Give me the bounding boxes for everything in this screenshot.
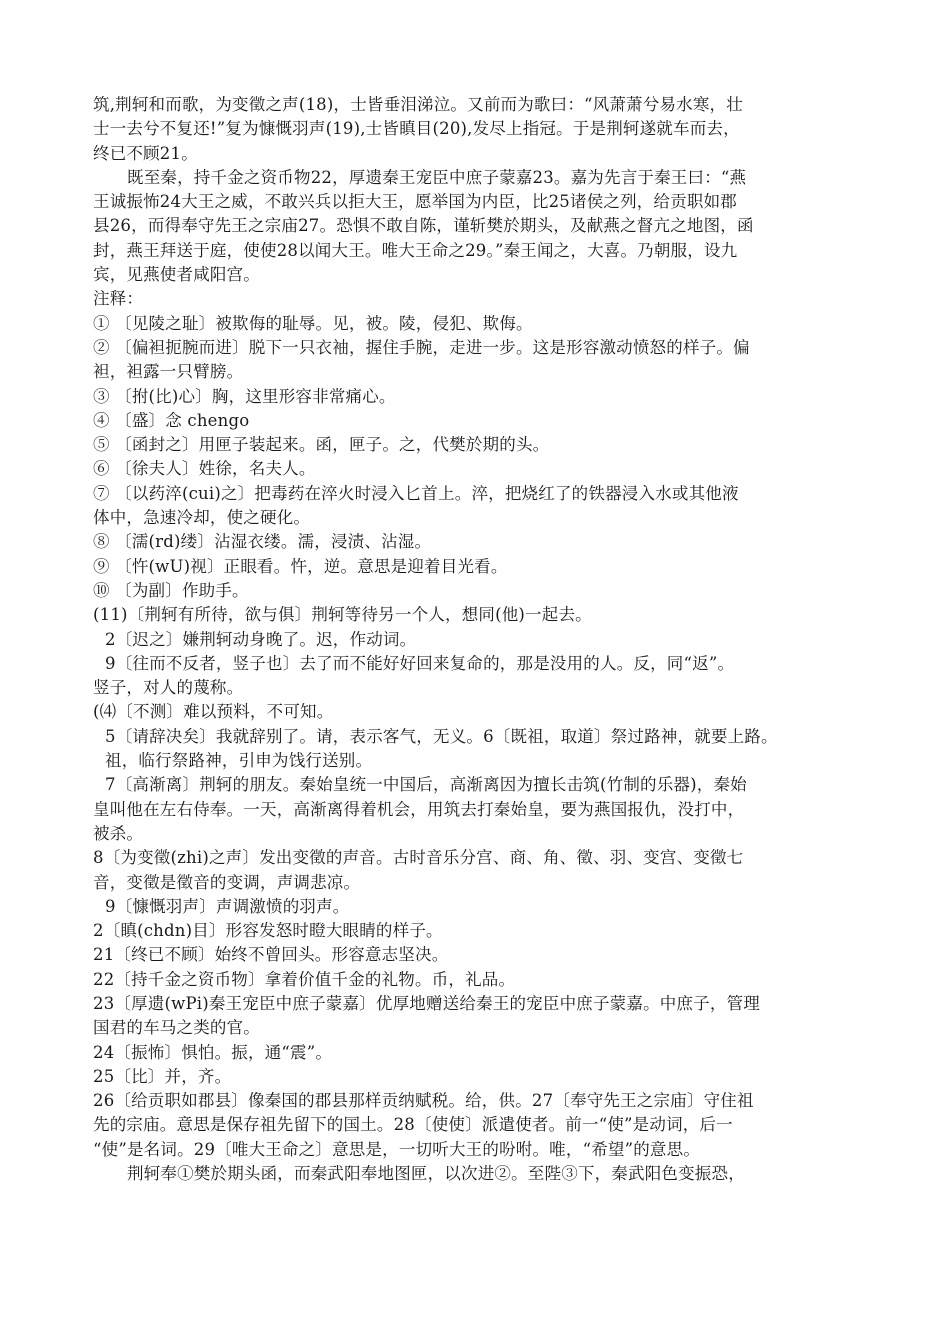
paragraph-start-line: 荆轲奉①樊於期头函，而秦武阳奉地图匣，以次进②。至陛③下，秦武阳色变振恐， [127,1164,745,1184]
note-line: 8〔为变徵(zhi)之声〕发出变徵的声音。古时音乐分宫、商、角、徵、羽、变宫、变徵七 [93,848,744,868]
note-line: 23〔厚遗(wPi)秦王宠臣中庶子蒙嘉〕优厚地赠送给秦王的宠臣中庶子蒙嘉。中庶子，管理 [93,993,760,1013]
note-line: (11)〔荆轲有所待，欲与俱〕荆轲等待另一个人，想同(他)一起去。 [93,605,592,625]
text-line: 士一去兮不复还!”复为慷慨羽声(19),士皆瞋目(20),发尽上指冠。于是荆轲遂就车而去， [93,119,740,139]
note-line: 被杀。 [93,823,144,843]
text-line: 筑,荆轲和而歌，为变徵之声(18)，士皆垂泪涕泣。又前而为歌曰：“风萧萧兮易水寒，壮 [93,95,743,114]
note-line: 9〔慷慨羽声〕声调激愤的羽声。 [105,896,350,916]
note-line: ⑦ 〔以药淬(cui)之〕把毒药在淬火时浸入匕首上。淬，把烧红了的铁器浸入水或其他液 [93,483,739,503]
note-line: ⑤ 〔函封之〕用匣子装起来。函，匣子。之，代樊於期的头。 [93,435,550,455]
note-line: 7〔高渐离〕荆轲的朋友。秦始皇统一中国后，高渐离因为擅长击筑(竹制的乐器)，秦始 [105,775,747,795]
note-line: 竖子，对人的蔑称。 [93,678,244,698]
note-line: 音，变徵是徵音的变调，声调悲凉。 [93,872,361,892]
note-line: “使”是名词。29〔唯大王命之〕意思是，一切听大王的吩咐。唯，“希望”的意思。 [93,1139,701,1159]
text-line: 宾，见燕使者咸阳宫。 [93,265,260,285]
document-body [93,93,873,1186]
note-line: 22〔持千金之资币物〕拿着价值千金的礼物。币，礼品。 [93,969,516,989]
note-line: 2〔迟之〕嫌荆轲动身晚了。迟，作动词。 [105,629,417,649]
note-line: ⑥ 〔徐夫人〕姓徐，名夫人。 [93,459,316,479]
note-line: ④ 〔盛〕念 chengo [93,410,250,430]
note-line: 国君的车马之类的官。 [93,1018,260,1038]
note-line: 2〔瞋(chdn)目〕形容发怒时瞪大眼睛的样子。 [93,921,443,941]
text-line: 终已不顾21。 [93,143,198,163]
text-line: 封，燕王拜送于庭，使使28以闻大王。唯大王命之29。”秦王闻之，大喜。乃朝服，设九 [93,240,738,260]
note-line: 26〔给贡职如郡县〕像秦国的郡县那样贡纳赋税。给，供。27〔奉守先王之宗庙〕守住祖 [93,1091,754,1111]
note-line: ③ 〔拊(比)心〕胸，这里形容非常痛心。 [93,386,396,406]
note-line: 9〔往而不反者，竖子也〕去了而不能好好回来复命的，那是没用的人。反，同“返”。 [105,653,735,673]
notes-heading: 注释： [93,289,144,309]
note-line: 先的宗庙。意思是保存祖先留下的国土。28〔使使〕派遣使者。前一“使”是动词，后一 [93,1115,733,1135]
note-line: ⑧ 〔濡(rd)缕〕沾湿衣缕。濡，浸渍、沾湿。 [93,532,432,552]
note-line: 皇叫他在左右侍奉。一天，高渐离得着机会，用筑去打秦始皇，要为燕国报仇，没打中， [93,799,745,819]
text-line: 王诚振怖24大王之威，不敢兴兵以拒大王，愿举国为内臣，比25诸侯之列，给贡职如郡 [93,192,737,212]
note-line: 祖，临行祭路神，引申为饯行送别。 [105,751,373,771]
note-line: (⑷〔不测〕难以预料，不可知。 [93,702,334,722]
note-line: 24〔振怖〕惧怕。振，通“震”。 [93,1042,333,1062]
note-line: ⑩ 〔为副〕作助手。 [93,580,249,600]
paragraph-start-line: 既至秦，持千金之资币物22，厚遗秦王宠臣中庶子蒙嘉23。嘉为先言于秦王曰：“燕 [127,167,747,187]
note-line: 21〔终已不顾〕始终不曾回头。形容意志坚决。 [93,945,449,965]
note-line: ① 〔见陵之耻〕被欺侮的耻辱。见，被。陵，侵犯、欺侮。 [93,313,533,333]
note-line: 5〔请辞决矣〕我就辞别了。请，表示客气，无义。6〔既祖，取道〕祭过路神，就要上路。 [105,726,778,746]
note-line: ② 〔偏袒扼腕而进〕脱下一只衣袖，握住手腕，走进一步。这是形容激动愤怒的样子。偏 [93,337,750,357]
note-line: 25〔比〕并，齐。 [93,1066,232,1086]
text-line: 县26，而得奉守先王之宗庙27。恐惧不敢自陈，谨斩樊於期头，及献燕之督亢之地图，函 [93,216,754,236]
note-line: 体中，急速冷却，使之硬化。 [93,508,311,528]
note-line: ⑨ 〔忤(wU)视〕正眼看。忤，逆。意思是迎着目光看。 [93,556,508,576]
note-line: 袒，袒露一只臂膀。 [93,362,244,382]
